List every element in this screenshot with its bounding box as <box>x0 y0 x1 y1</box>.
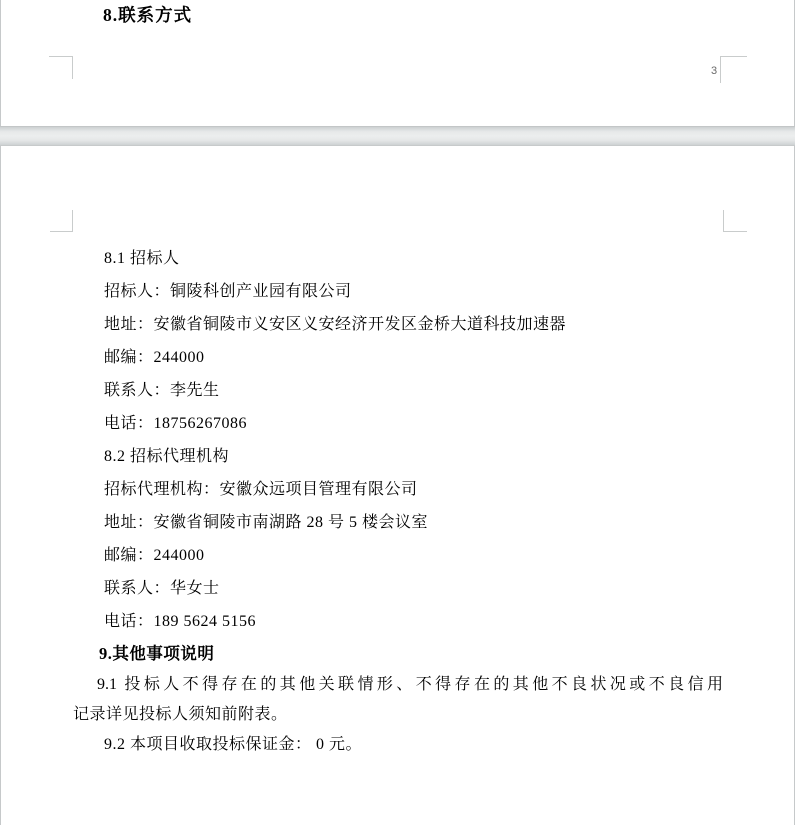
doc-line-tenderer: 招标人：铜陵科创产业园有限公司 <box>104 283 352 300</box>
doc-line-9-1-part1: 9.1 投标人不得存在的其他关联情形、不得存在的其他不良状况或不良信用 <box>97 676 723 693</box>
doc-line-section-8-2: 8.2 招标代理机构 <box>104 448 230 465</box>
doc-line-agency: 招标代理机构：安徽众远项目管理有限公司 <box>104 481 418 498</box>
margin-corner-mark-top-right <box>723 210 747 232</box>
doc-line-section-8-1: 8.1 招标人 <box>104 250 180 267</box>
doc-line-tenderer-postcode: 邮编：244000 <box>104 349 205 366</box>
margin-corner-mark-top-left <box>50 210 73 232</box>
page-text-area <box>73 242 723 760</box>
doc-line-9-2: 9.2 本项目收取投标保证金： 0 元。 <box>104 736 363 753</box>
page-separator <box>0 126 795 146</box>
margin-corner-mark-bottom-right <box>720 56 747 83</box>
section-9-heading: 9.其他事项说明 <box>99 644 215 663</box>
doc-line-agency-contact: 联系人：华女士 <box>104 580 220 597</box>
doc-line-9-1-part2: 记录详见投标人须知前附表。 <box>73 706 288 723</box>
document-page-4 <box>0 146 795 825</box>
page-number: 3 <box>711 65 718 77</box>
doc-line-tenderer-phone: 电话：18756267086 <box>104 415 248 432</box>
margin-corner-mark-bottom-left <box>49 56 73 79</box>
doc-line-agency-phone: 电话：189 5624 5156 <box>104 613 257 630</box>
doc-line-agency-address: 地址：安徽省铜陵市南湖路 28 号 5 楼会议室 <box>104 514 429 531</box>
doc-line-agency-postcode: 邮编：244000 <box>104 547 205 564</box>
doc-line-tenderer-address: 地址：安徽省铜陵市义安区义安经济开发区金桥大道科技加速器 <box>104 316 567 333</box>
document-page-3 <box>0 0 795 126</box>
doc-line-tenderer-contact: 联系人：李先生 <box>104 382 220 399</box>
section-8-heading: 8.联系方式 <box>103 5 193 25</box>
